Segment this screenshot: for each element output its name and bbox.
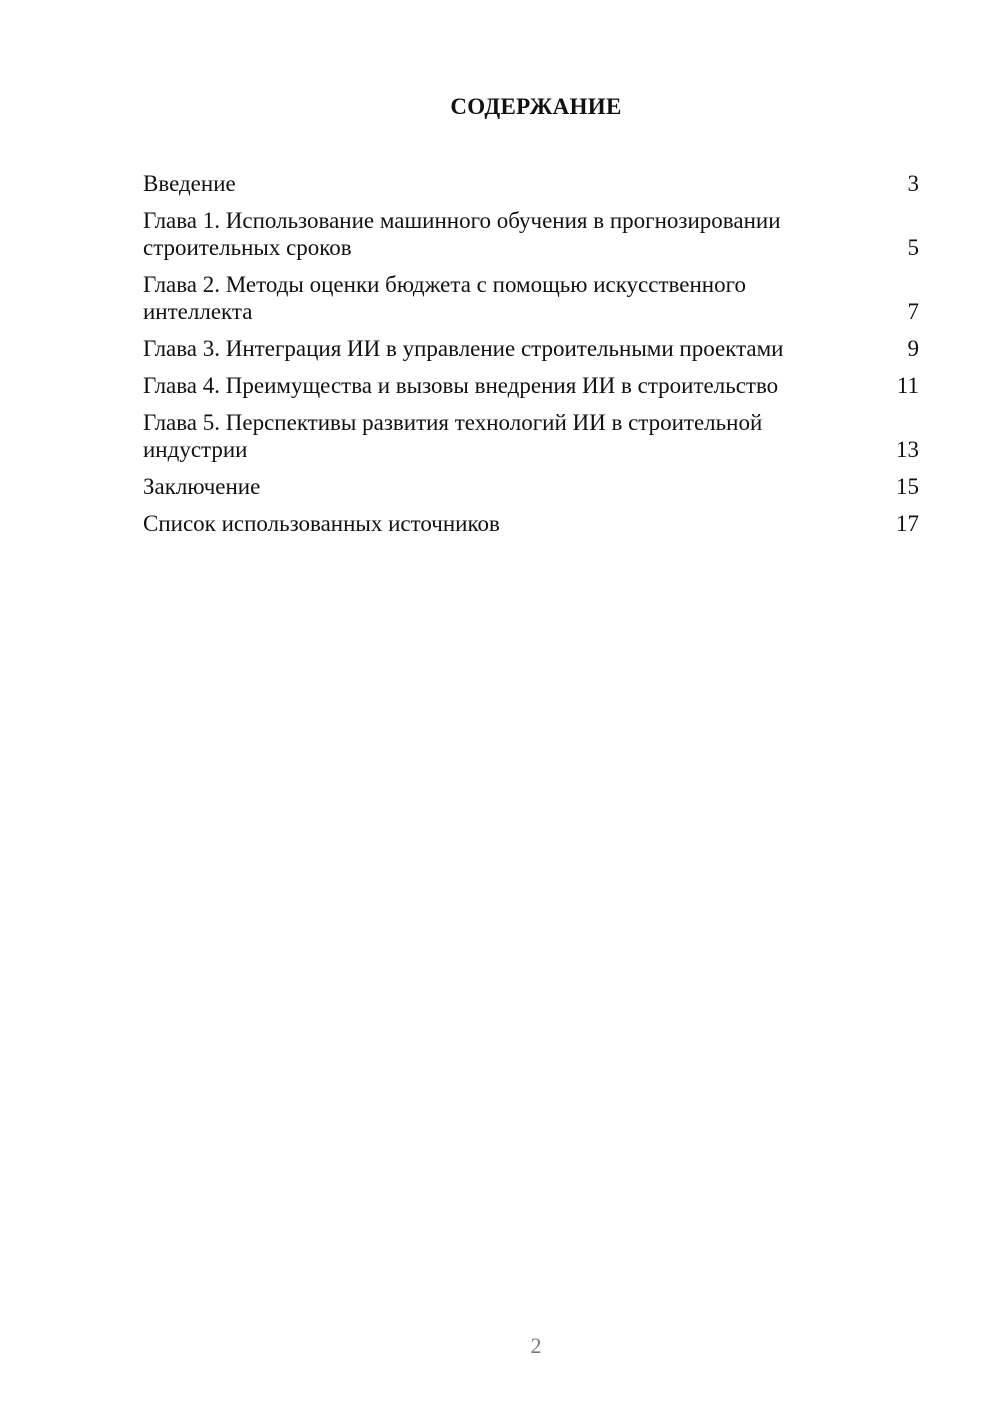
toc-entry-title: Глава 4. Преимущества и вызовы внедрения ИИ в строительство	[143, 373, 779, 398]
toc-entry-page: 5	[907, 235, 919, 260]
toc-entry-conclusion[interactable]	[143, 473, 919, 500]
toc-entry-title: Глава 3. Интеграция ИИ в управление строительными проектами	[143, 336, 784, 361]
toc-entry-page: 17	[896, 511, 919, 536]
toc-list	[143, 170, 919, 547]
toc-entry-chapter-3[interactable]	[143, 335, 919, 362]
toc-entry-references[interactable]	[143, 510, 919, 537]
toc-entry-title: Глава 5. Перспективы развития технологий ИИ в строительной индустрии	[143, 410, 763, 462]
toc-entry-page: 11	[896, 373, 919, 398]
toc-entry-title: Глава 2. Методы оценки бюджета с помощью искусственного интеллекта	[143, 272, 746, 324]
toc-entry-chapter-2[interactable]	[143, 271, 919, 325]
toc-entry-title: Заключение	[143, 474, 261, 499]
toc-entry-title: Введение	[143, 171, 236, 196]
toc-entry-page: 7	[907, 299, 919, 324]
toc-entry-chapter-1[interactable]	[143, 207, 919, 261]
toc-entry-chapter-4[interactable]	[143, 372, 919, 399]
toc-entry-introduction[interactable]	[143, 170, 919, 197]
toc-entry-page: 15	[896, 474, 919, 499]
toc-entry-chapter-5[interactable]	[143, 409, 919, 463]
toc-heading: СОДЕРЖАНИЕ	[450, 94, 622, 119]
toc-entry-page: 13	[896, 437, 919, 462]
toc-entry-page: 3	[907, 171, 919, 196]
toc-entry-title: Список использованных источников	[143, 511, 500, 536]
toc-entry-title: Глава 1. Использование машинного обучения в прогнозировании строительных сроков	[143, 208, 781, 260]
page-number: 2	[530, 1333, 542, 1358]
toc-entry-page: 9	[907, 336, 919, 361]
